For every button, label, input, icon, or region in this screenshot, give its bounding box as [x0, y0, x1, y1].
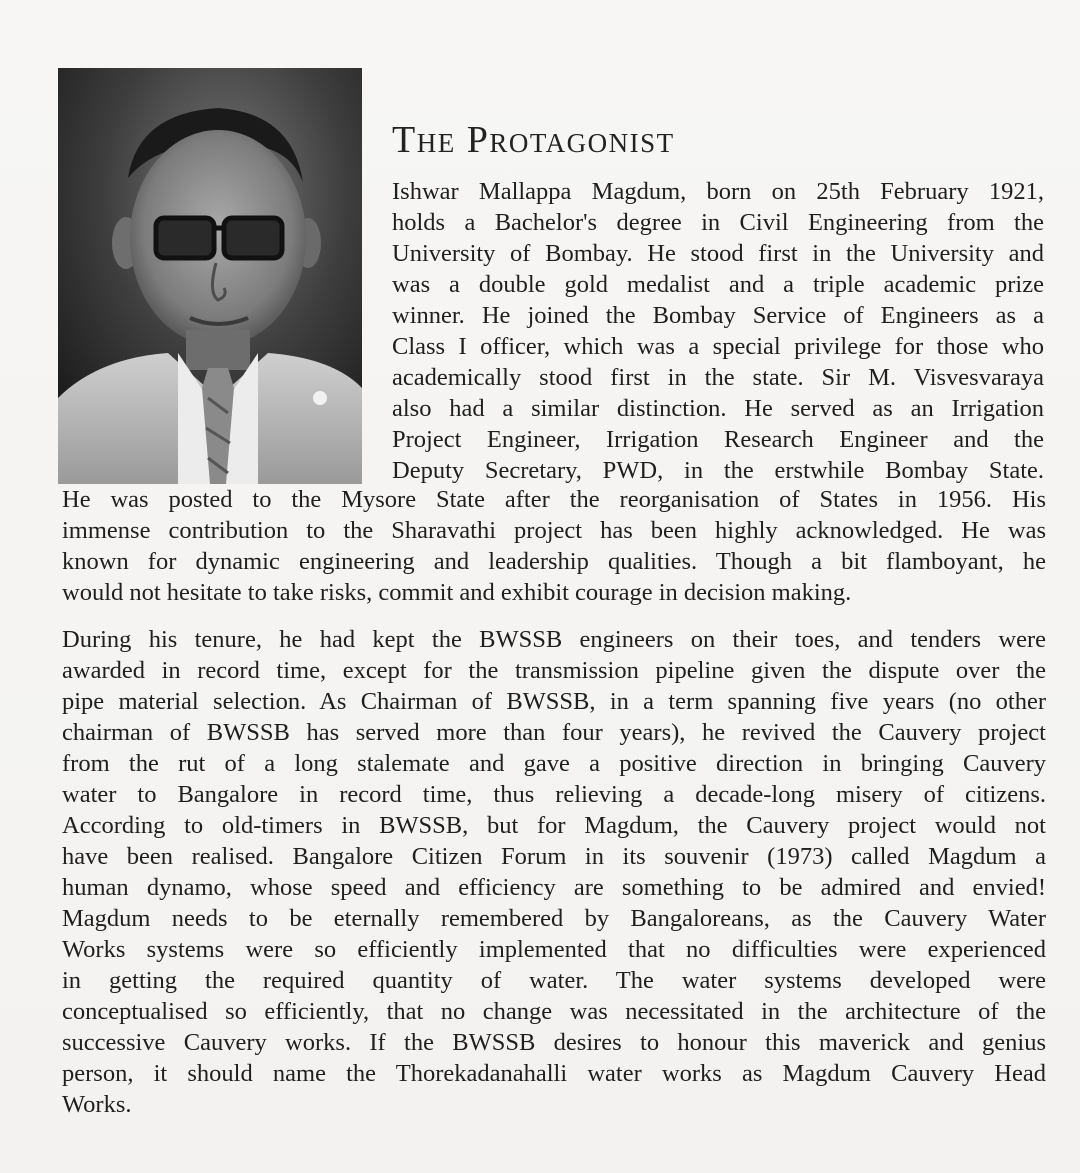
- text-line: immense contribution to the Sharavathi project has been highly acknowledged. He was: [62, 517, 1046, 544]
- text-line: successive Cauvery works. If the BWSSB desires to honour this maverick and genius: [62, 1029, 1046, 1056]
- text-line: awarded in record time, except for the transmission pipeline given the dispute over the: [62, 657, 1046, 684]
- text-line: He was posted to the Mysore State after the reorganisation of States in 1956. His: [62, 486, 1046, 513]
- text-line: from the rut of a long stalemate and gave a positive direction in bringing Cauvery: [62, 750, 1046, 777]
- text-line: human dynamo, whose speed and efficiency are something to be admired and envied!: [62, 874, 1046, 901]
- text-line: During his tenure, he had kept the BWSSB engineers on their toes, and tenders were: [62, 626, 1046, 653]
- text-line: academically stood first in the state. Sir M. Visvesvaraya: [392, 364, 1044, 391]
- text-line: have been realised. Bangalore Citizen Forum in its souvenir (1973) called Magdum a: [62, 843, 1046, 870]
- text-line: chairman of BWSSB has served more than four years), he revived the Cauvery project: [62, 719, 1046, 746]
- intro-paragraph-continued: [62, 484, 1046, 608]
- text-line: Project Engineer, Irrigation Research Engineer and the: [392, 426, 1044, 453]
- text-line: Magdum needs to be eternally remembered by Bangaloreans, as the Cauvery Water: [62, 905, 1046, 932]
- text-line: also had a similar distinction. He served as an Irrigation: [392, 395, 1044, 422]
- intro-paragraph: [392, 176, 1044, 486]
- text-line: would not hesitate to take risks, commit and exhibit courage in decision making.: [62, 579, 852, 606]
- text-line: Works.: [62, 1091, 132, 1118]
- text-line: Ishwar Mallappa Magdum, born on 25th February 1921,: [392, 178, 1044, 205]
- text-line: person, it should name the Thorekadanahalli water works as Magdum Cauvery Head: [62, 1060, 1046, 1087]
- text-line: water to Bangalore in record time, thus relieving a decade-long misery of citizens.: [62, 781, 1046, 808]
- section-title: The Protagonist: [392, 119, 675, 161]
- tenure-paragraph: [62, 624, 1046, 1120]
- text-line: pipe material selection. As Chairman of BWSSB, in a term spanning five years (no other: [62, 688, 1046, 715]
- text-line: winner. He joined the Bombay Service of Engineers as a: [392, 302, 1044, 329]
- portrait-image: [58, 68, 362, 484]
- text-line: holds a Bachelor's degree in Civil Engineering from the: [392, 209, 1044, 236]
- text-line: Works systems were so efficiently implemented that no difficulties were experienced: [62, 936, 1046, 963]
- text-line: conceptualised so efficiently, that no change was necessitated in the architecture of the: [62, 998, 1046, 1025]
- portrait-photo: [58, 68, 362, 484]
- text-line: Deputy Secretary, PWD, in the erstwhile Bombay State.: [392, 457, 1044, 484]
- text-line: in getting the required quantity of water. The water systems developed were: [62, 967, 1046, 994]
- text-line: known for dynamic engineering and leadership qualities. Though a bit flamboyant, he: [62, 548, 1046, 575]
- text-line: was a double gold medalist and a triple academic prize: [392, 271, 1044, 298]
- text-line: Class I officer, which was a special privilege for those who: [392, 333, 1044, 360]
- text-line: According to old-timers in BWSSB, but for Magdum, the Cauvery project would not: [62, 812, 1046, 839]
- text-line: University of Bombay. He stood first in the University and: [392, 240, 1044, 267]
